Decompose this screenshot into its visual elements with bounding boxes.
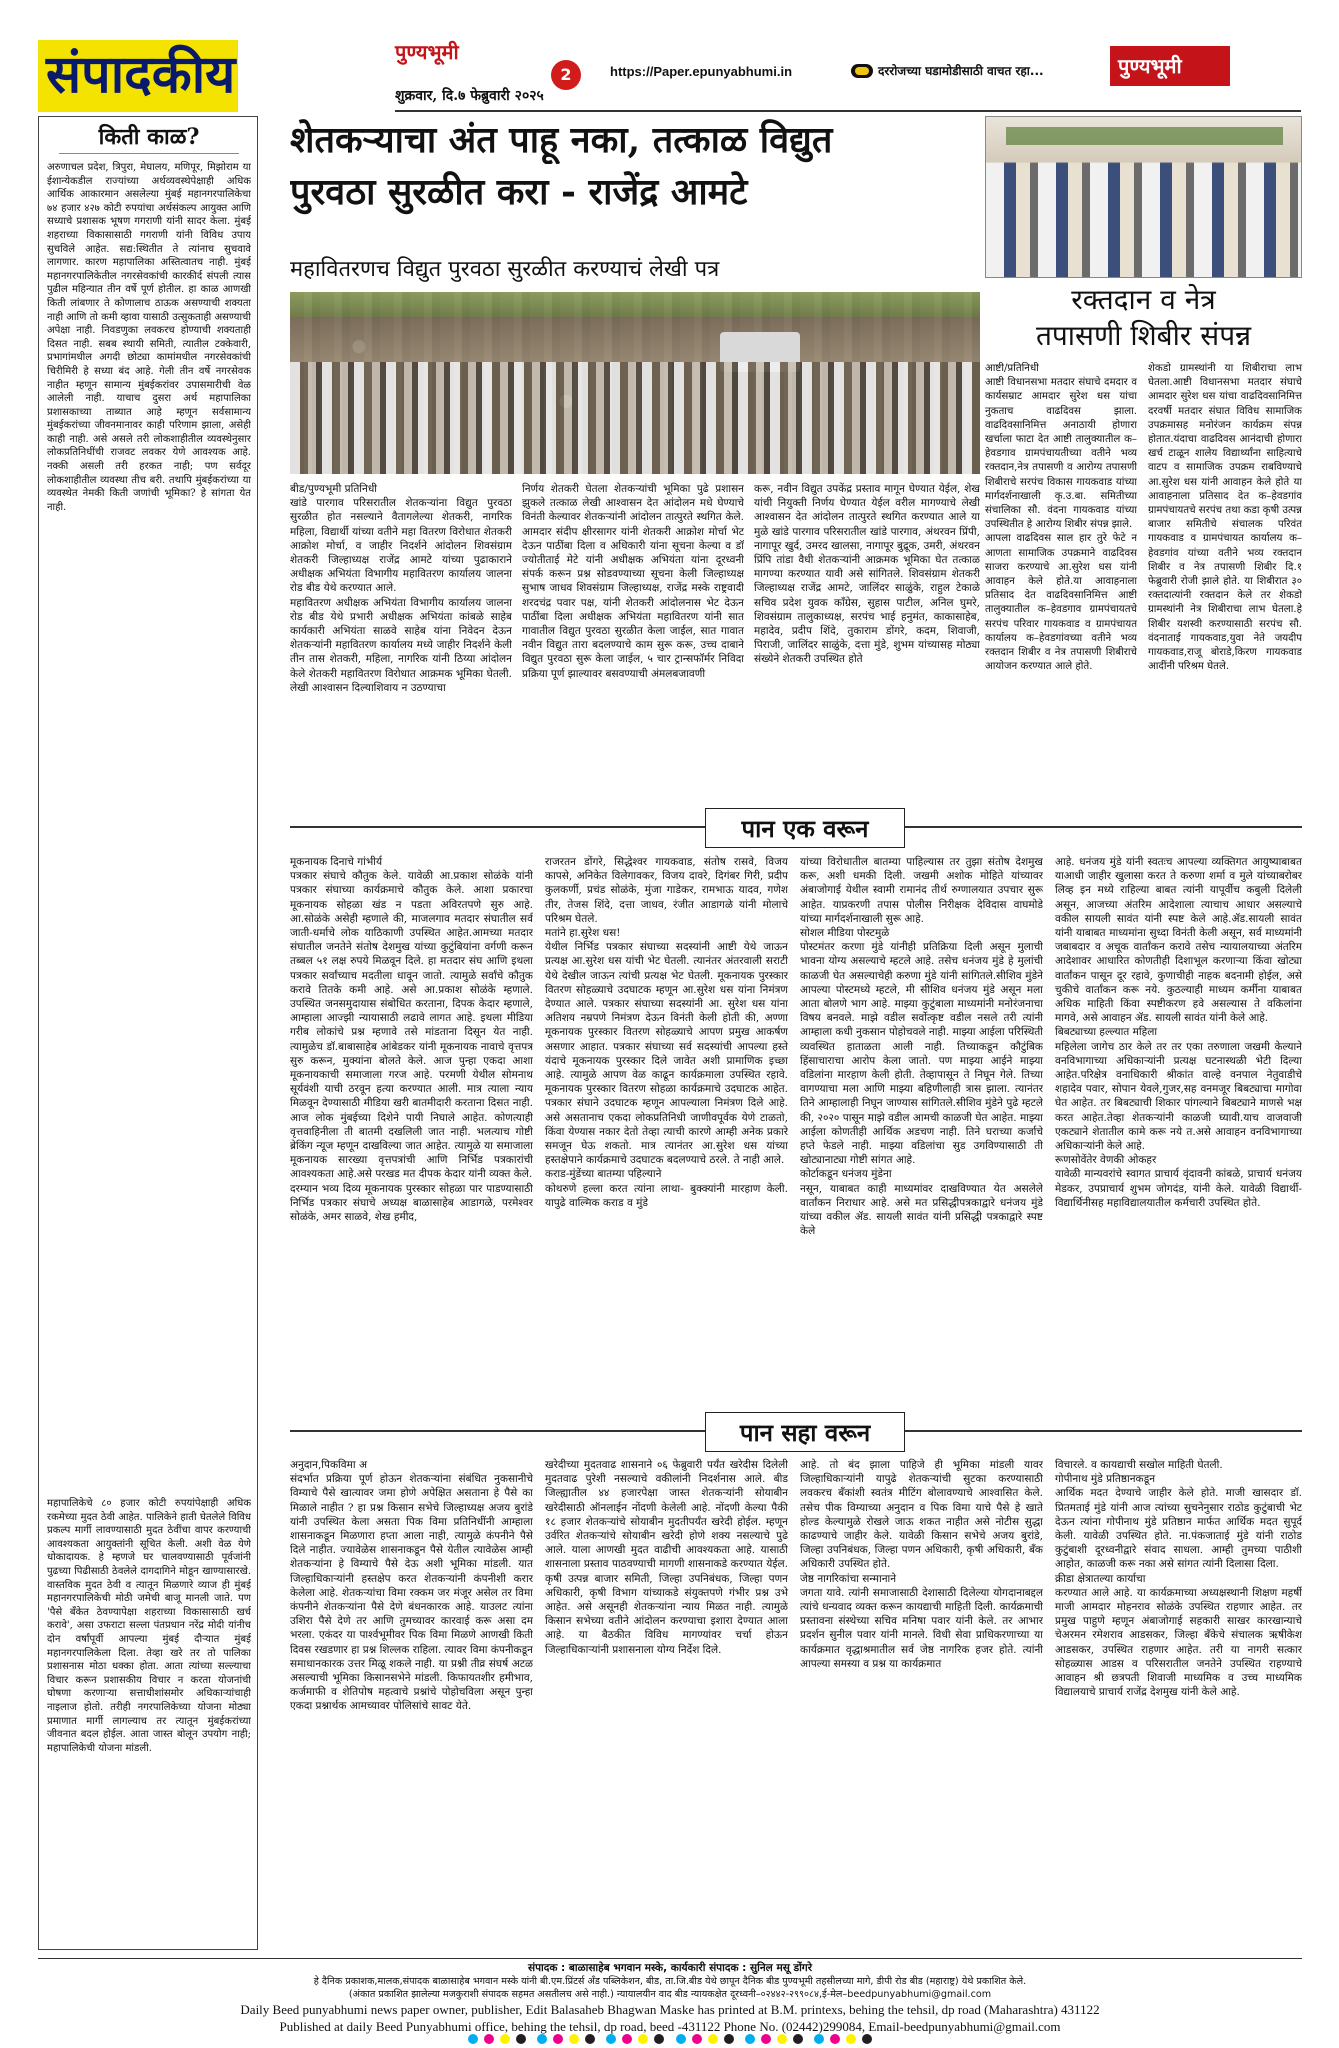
tagline: दररोजच्या घडामोडीसाठी वाचत रहा... bbox=[878, 64, 1044, 78]
photo-crowd bbox=[290, 362, 980, 474]
page-number-badge bbox=[551, 60, 581, 90]
section-title: संपादकीय bbox=[46, 44, 236, 105]
photo-banner bbox=[1006, 127, 1283, 145]
photo-background bbox=[290, 292, 980, 362]
imprint-marathi-2: (अंकात प्रकाशित झालेल्या मजकुराशी संपादक सहमत असतीलच असे नाही.) न्यायालयीन वाद बीड न्यायकक्षेत दूरध्वनी–०२४४२-२९९०८४,ई-मेल–beedpunyabhumi@gmail.com bbox=[348, 1989, 992, 2000]
camp-col-1: आष्टी/प्रतिनिधी आष्टी विधानसभा मतदार संघाचे दमदार व कार्यसम्राट आमदार सुरेश धस यांचा नुकताच वाढदिवस झाला. वाढदिवसानिमित्त अनाठायी होणारा खर्चाला फाटा देत आष्टी तालुक्यातील क–हेवडगाव ग्रामपंचायतीच्या वतीने भव्य रक्तदान,नेत्र तपासणी व आरोग्य तपासणी शिबीराचे सरपंच विकास गायकवाड यांच्या मार्गदर्शनाखाली कृ.उ.बा. समितीच्या संचालिका सौ. वंदना गायकवाड यांच्या उपस्थितीत हे आरोग्य शिबीर संपन्न झाले. आपला वाढदिवस साल हार तुरे फेटे न आणता सामाजिक उपक्रमाने वाढदिवस साजरा करण्याचे आ.सुरेश धस यांनी आवाहन केले होते.या आवाहनाला प्रतिसाद देत वाढदिवसानिमित्त आष्टी तालुक्यातील क–हेवडगाव ग्रामपंचायतचे सरपंच परिवार गायकवाड व ग्रामपंचायत कार्यालय क–हेवडगांवच्या वतीने भव्य रक्तदान शिबीर व नेत्र तपासणी शिबीराचे आयोजन करण्यात आले होते. bbox=[985, 363, 1137, 673]
lead-headline-1: शेतकऱ्याचा अंत पाहू नका, तत्काळ विद्युत bbox=[290, 119, 833, 161]
imprint-english-2: Published at daily Beed Punyabhumi office, behing the tehsil, dp road, beed -431122 Phone No. (02442)299084, Email-beedpunyabhumi@gmail.com bbox=[279, 2019, 1061, 2034]
editorial-title: किती काळ? bbox=[98, 124, 200, 150]
footer-box bbox=[38, 1958, 1302, 2036]
pan-one-box bbox=[705, 808, 905, 848]
pan-six-heading: पान सहा वरून bbox=[739, 1418, 871, 1447]
pan-six-col-3: आहे. तो बंद झाला पाहिजे ही भूमिका मांडली यावर जिल्हाधिकाऱ्यांनी यापुढे शेतकऱ्यांची सुटका करण्यासाठी लवकरच बँकांशी स्वतंत्र मीटिंग बोलावण्याचे आश्वासित केले. तसेच पीक विम्याच्या अनुदान व पिक विमा याचे पैसे हे खाते होल्ड केल्यामुळे रोखले जाऊ शकत नाहीत असे नोटीस सुद्धा काढण्याचे जाहीर केले. यावेळी किसान सभेचे अजय बुरांडे, जिल्हा उपनिबंधक, जिल्हा पणन अधिकारी, कृषी अधिकारी, बँक अधिकारी उपस्थित होते. जेष्ठ नागरिकांचा सन्मानाने जगता यावे. त्यांनी समाजासाठी देशासाठी दिलेल्या योगदानाबद्दल त्यांचे धन्यवाद व्यक्त करून कायद्याची माहिती दिली. कार्यक्रमाची प्रस्तावना संस्थेच्या सचिव मनिषा पवार यांनी केले. तर आभार प्रदर्शन सुनील पवार यांनी मानले. विधी सेवा प्राधिकरणाच्या या कार्यक्रमात वृद्धाश्रमातील सर्व जेष्ठ नागरिक हजर होते. त्यांनी आपल्या समस्या व प्रश्न या कार्यक्रमात bbox=[800, 1459, 1043, 1670]
pan-one-col-2: राजरतन डोंगरे, सिद्धेश्वर गायकवाड, संतोष रासवे, विजय कापसे, अनिकेत विलेगावकर, विजय दावरे, दिगंबर गिरी, प्रदीप कुलकर्णी, प्रचंड सोळंके, मुंजा गाडेकर, रामभाऊ यादव, गणेश तीर, तेजस शिंदे, दत्ता जाधव, रंजीत आडागळे यांनी मोलाचे परिश्रम घेतले. मतांने हा.सुरेश धस! येथील निर्भिड पत्रकार संघाच्या सदस्यांनी आष्टी येथे जाऊन प्रत्यक्ष आ.सुरेश धस यांची भेट घेतली. त्यानंतर अंतरवाली सराटी येथे देखील जाऊन त्यांची प्रत्यक्ष भेट घेतली. मूकनायक पुरस्कार वितरण सोहळ्याचे उदघाटक म्हणून आ.सुरेश धस यांना निमंत्रण देण्यात आले. पत्रकार संघाच्या सदस्यांनी आ. सुरेश धस यांना अतिशय नम्रपणे निमंत्रण देऊन विनंती केली होती की, अण्णा मूकनायक पुरस्कार वितरण सोहळ्याचे आपण प्रमुख आकर्षण असणार आहात. पत्रकार संघाच्या सर्व सदस्यांची आपल्या हस्ते यंदाचे मूकनायक पुरस्कार दिले जावेत अशी प्रामाणिक इच्छा आहे. त्यामुळे आपण वेळ काढून कार्यक्रमाला उपस्थित रहावे. मूकनायक पुरस्कार वितरण सोहळा कार्यक्रमाचे उदघाटक आहेत. पत्रकार संघाने उदघाटक म्हणून आपल्याला निमंत्रण दिले आहे. असे असतानाच एकदा लोकप्रतिनिधी जाणीवपूर्वक येणे टाळतो, किंवा येण्यास नकार देतो तेव्हा त्याची कारणे आम्ही अनेक प्रकारे समजून घेऊ शकतो. मात्र त्यानंतर आ.सुरेश धस यांच्या हस्तक्षेपाने कार्यक्रमाचे उदघाटक बदलण्याचे ठरले. ते नाही आले. कराड-मुंडेंच्या बातम्या पहिल्याने कोथरुणे हल्ला करत त्यांना लाथा- बुक्क्यांनी मारहाण केली. यापुढे वाल्मिक कराड व मुंडे bbox=[545, 856, 788, 1209]
pan-one-col-3: यांच्या विरोधातील बातम्या पाहिल्यास तर तुझा संतोष देशमुख करू, अशी धमकी दिली. जखमी अशोक मोहिते यांच्यावर अंबाजोगाई येथील स्वामी रामानंद तीर्थ रुग्णालयात उपचार सुरू आहेत. याप्रकरणी तपास पोलीस निरीक्षक देविदास वाघमोडे यांच्या मार्गदर्शनाखाली सुरू आहे. सोशल मीडिया पोस्टमुळे पोस्टमंतर करणा मुंडे यांनीही प्रतिक्रिया दिली असून मुलाची भावना योग्य असल्याचे म्हटले आहे. तसेच धनंजय मुंडे हे मुलांची काळजी घेत असल्याचेही करुणा मुंडे यांनी सांगितले.सीशिव मुंडेने आपल्या पोस्टमध्ये म्हटले, मी सीशिव धनंजय मुंडे असून मला आता बोलणे भाग आहे. माझ्या कुटुंबाला माध्यमांनी मनोरंजनाचा विषय बनवले. माझे वडील सर्वोत्कृष्ट वडील नसले तरी त्यांनी आम्हाला कधी नुकसान पोहोचवले नाही. माझ्या आईला परिस्थिती व्यवस्थित हाताळता आली नाही. तिच्याकडून कौटुंबिक हिंसाचाराचा आरोप केला जातो. पण माझ्या आईने माझ्या वडिलांना मारहाण केली होती. तेव्हापासून ते निघून गेले. तिच्या वागण्याचा मला आणि माझ्या बहिणीलाही त्रास झाला. त्यानंतर तिने आम्हालाही निघून जाण्यास सांगितले.सीशिव मुंडेने पुढे म्हटले की, २०२० पासून माझे वडील आमची काळजी घेत आहेत. माझ्या आईला कोणतीही आर्थिक अडचण नाही. तिने घराच्या कर्जाचे हप्ते फेडले नाही. माझ्या वडिलांचा सुड उगविण्यासाठी ती खोट्यानाट्या गोष्टी सांगत आहे. कोर्टाकडून धनंजय मुंडेना नसून, याबाबत काही माध्यमांवर दाखविण्यात येत असलेले वार्तांकन निराधार आहे. असे मत प्रसिद्धीपत्रकाद्वारे धनंजय मुंडे यांच्या वकील ॲड. सायली सावंत यांनी प्रसिद्धी पत्रकाद्वारे स्पष्ट केले bbox=[800, 856, 1043, 1238]
pan-six-col-2: खरेदीच्या मुदतवाढ शासनाने ०६ फेब्रुवारी पर्यंत खरेदीस दिलेली मुदतवाढ पुरेशी नसल्याचे वकीलांनी निदर्शनास आले. बीड जिल्ह्यातील ४४ हजारपेक्षा जास्त शेतकऱ्यांनी सोयाबीन खरेदीसाठी ऑनलाईन नोंदणी केलेली आहे. नोंदणी केल्या पैकी १८ हजार शेतकऱ्यांचे सोयाबीन मुदतीपर्यंत खरेदी होईल. म्हणून उर्वरित शेतकऱ्यांचे सोयाबीन खरेदी होणे शक्य नसल्याचे पुढे आले. याला आणखी मुदत वाढीची आवश्यकता आहे. यासाठी शासनाला प्रस्ताव पाठवण्याची मागणी शासनाकडे करण्यात येईल. कृषी उत्पन्न बाजार समिती, जिल्हा उपनिबंधक, जिल्हा पणन अधिकारी, कृषी विभाग यांच्याकडे संयुक्तपणे गंभीर प्रश्न उभे आहेत. असे असूनही शेतकऱ्यांना न्याय मिळत नाही. त्यामुळे किसान सभेच्या वतीने आंदोलन करण्याचा इशारा देण्यात आला आहे. या बैठकीत विविध मागण्यांवर चर्चा होऊन जिल्हाधिकाऱ्यांनी प्रशासनाला योग्य निर्देश दिले. bbox=[545, 1459, 788, 1656]
imprint-english-1: Daily Beed punyabhumi news paper owner, publisher, Edit Balasaheb Bhagwan Maske has printed at B.M. printexs, behing the tehsil, dp road (Maharashtra) 431122 bbox=[240, 2002, 1100, 2017]
pan-six-col-4: विचारले. व कायद्याची सखोल माहिती घेतली. गोपीनाथ मुंडे प्रतिष्ठानकडून आर्थिक मदत देण्याचे जाहीर केले होते. माजी खासदार डॉ. प्रितमताई मुंडे यांनी आज त्यांच्या सुचनेनुसार राठोड कुटुंबाची भेट देऊन त्यांना गोपीनाथ मुंडे प्रतिष्ठान मार्फत आर्थिक मदत सुपूर्द केली. यावेळी उपस्थित होते. ना.पंकजाताई मुंडे यांनी राठोड कुटुंबाशी दूरध्वनीद्वारे संवाद साधला. आम्ही तुमच्या पाठीशी आहोत, काळजी करू नका असे सांगत त्यांनी दिलासा दिला. क्रीडा क्षेत्रातल्या कार्याचा करण्यात आले आहे. या कार्यक्रमाच्या अध्यक्षस्थानी शिक्षण महर्षी माजी आमदार मोहनराव सोळंके उपस्थित राहणार आहेत. तर प्रमुख पाहुणे म्हणून अंबाजोगाई सहकारी साखर कारखान्याचे चेअरमन रमेशराव आडसकर, जिल्हा बँकेचे संचालक ऋषीकेश आडसकर, उपस्थित राहणार आहेत. तरी या नागरी सत्कार सोहळ्यास आडस व परिसरातील जनतेने उपस्थित राहण्याचे आवाहन श्री छत्रपती शिवाजी माध्यमिक व उच्च माध्यमिक विद्यालयाचे प्राचार्य राजेंद्र देशमुख यांनी केले आहे. bbox=[1055, 1459, 1302, 1699]
lead-col-1: बीड/पुण्यभूमी प्रतिनिधी खांडे पारगाव परिसरातील शेतकऱ्यांना विद्युत पुरवठा सुरळीत होत नसल्याने वैतागलेल्या शेतकरी, नागरिक महिला, विद्यार्थी यांच्या वतीने महा वितरण विरोधात शेतकरी आक्रोश मोर्चा, व जाहीर निदर्शने आंदोलन शिवसंग्राम शेतकरी जिल्हाध्यक्ष राजेंद्र आमटे यांच्या पुढाकाराने अधीक्षक अभियंता विभागीय महावितरण कार्यालय जालना रोड बीड येथे करण्यात आले. महावितरण अधीक्षक अभियंता विभागीय कार्यालय जालना रोड बीड येथे प्रभारी अधीक्षक अभियंता कांबळे साहेब कार्यकारी अभियंता साळवे साहेब यांना निवेदन देऊन शेतकऱ्यांनी महावितरण कार्यालय मध्ये जाहीर निदर्शने केली तीन तास शेतकरी, महिला, नागरिक यांनी ठिय्या आंदोलन केले शेतकरी महावितरण विरोधात आक्रमक भूमिका घेतली. लेखी आश्वासन दिल्याशिवाय न उठण्याचा bbox=[290, 483, 512, 694]
editorial-title-rule bbox=[59, 153, 239, 154]
lead-col-3: करू, नवीन विद्युत उपकेंद्र प्रस्ताव मागून घेण्यात येईल, शेख यांची नियुक्ती निर्णय घेण्यात येईल वरील मागण्याचे लेखी आश्वासन देत आंदोलन तात्पुरते स्थगित करण्यात आले या मुळे खांडे पारगाव परिसरातील खांडे पारगाव, अंथरवन प्रिंपी, नागापूर खुर्द, उमरद खालसा, नागापूर बुद्रूक, उमरी, अंथरवन प्रिंपि तांडा वैधी शेतकऱ्यांनी आक्रमक भूमिका घेत तत्काळ मागण्या करण्यात यावी असे सांगितले. शिवसंग्राम शेतकरी जिल्हाध्यक्ष राजेंद्र आमटे, जालिंदर साळुंके, राहुल टेकाळे सचिव प्रदेश युवक काँग्रेस, सुहास पाटील, अनिल घुमरे, शिवसंग्राम तालुकाध्यक्ष, सरपंच भाई हनुमंत, काकासाहेब, महादेव, प्रदीप शिंदे, तुकाराम डोंगरे, कदम, शिवाजी, पिराजी, जालिंदर साळुंके, दत्ता मुंडे, शुभम यांच्यासह मोठ्या संख्येने शेतकरी उपस्थित होते bbox=[754, 483, 980, 666]
website-url[interactable]: https://Paper.epunyabhumi.in bbox=[610, 64, 793, 79]
page-number: 2 bbox=[560, 65, 572, 84]
editor-line: संपादक : बाळासाहेब भगवान मस्के, कार्यकारी संपादक : सुनिल मसू डोंगरे bbox=[527, 1962, 813, 1974]
pan-six-col-1: अनुदान,पिकविमा अ संदर्भात प्रक्रिया पूर्ण होऊन शेतकऱ्यांना संबंधित नुकसानीचे विम्याचे पैसे खात्यावर जमा होणे अपेक्षित असताना हे पैसे का मिळाले नाहीत ? हा प्रश्न किसान सभेचे जिल्हाध्यक्ष अजय बुरांडे यांनी उपस्थित केला असता पिक विमा प्रतिनिधींनी आम्हाला शासनाकडून मिळणारा हप्ता आला नाही, त्यामुळे कंपनीने पैसे दिले नाहीत. ज्यावेळेस शासनाकडून पैसे येतील त्यावेळेस आम्ही शेतकऱ्यांना हे विम्याचे पैसे देऊ अशी भूमिका मांडली. यात जिल्हाधिकाऱ्यांनी हस्तक्षेप करत शेतकऱ्यांनी कंपनीशी करार केलेला आहे. शेतकऱ्यांचा विमा रक्कम जर मंजूर असेल तर विमा कंपनीने शेतकऱ्यांना पैसे देणे बंधनकारक आहे. याउलट त्यांना उशिरा पैसे देणे तर आणि तुमच्यावर कारवाई करू असा दम भरला. एकंदर या पार्श्वभूमीवर पिक विमा मिळणे आणखी किती दिवस रखडणार हा प्रश्न शिल्लक राहिला. त्यावर विमा कंपनीकडून समाधानकारक उत्तर मिळू शकले नाही. या प्रश्नी तीव्र संघर्ष अटळ असल्याची भूमिका किसानसभेने मांडली. किफायतशीर हमीभाव, कर्जमाफी व शेतिपोष महत्वाचे प्रश्नांचे पोहोचविला असून पुन्हा एकदा प्रश्नार्थक आमच्यावर पोलिसांचे सावट येते. bbox=[290, 1459, 533, 1713]
registration-marks bbox=[40, 2034, 1300, 2046]
pan-six-box bbox=[705, 1412, 905, 1452]
camp-headline-1: रक्तदान व नेत्र bbox=[1071, 283, 1216, 316]
lead-subhead: महावितरणच विद्युत पुरवठा सुरळीत करण्याचं लेखी पत्र bbox=[290, 257, 720, 282]
header-rule bbox=[395, 110, 1301, 112]
right-logo-box bbox=[1110, 46, 1230, 86]
editorial-para-1: अरुणाचल प्रदेश, त्रिपुरा, मेघालय, मणिपूर, मिझोराम या ईशान्येकडील राज्यांच्या अर्थव्यवस्थेपेक्षाही अधिक आर्थिक आकारमान असलेल्या मुंबई महानगरपालिकेचा ७४ हजार ४२७ कोटी रुपयांचा अर्थसंकल्प आयुक्त आणि सध्याचे प्रशासक भूषण गगराणी यांनी सादर केला. मुंबई शहराच्या विकासासाठी गगराणी यांनी विविध उपाय सुचविले आहेत. सद्य:स्थितीत ते त्यांनाच सुचवावे लागणार. कारण महापालिका अस्तित्वातच नाही. मुंबई महानगरपालिकेतील नगरसेवकांची कारकीर्द संपली त्यास पुढील महिन्यात तीन वर्षे पूर्ण होतील. हा काळ आणखी किती लांबणार ते कोणालाच ठाऊक असण्याची शक्यता नाही आणि तो कमी व्हावा यासाठी उत्सुकताही असण्याची अपेक्षा नाही. निवडणुका लवकरच होण्याची शक्यताही दिसत नाही. सबब स्थायी समिती, त्यातील टक्केवारी, प्रभागांमधील अगदी छोट्या कामांमधील नगरसेवकांची चिरीमिरी हे सध्या बंद आहे. गेली तीन वर्षे नगरसेवक नाहीत म्हणून सामान्य मुंबईकरांवर उपासमारीची वेळ आलेली नाही. याचाच दुसरा अर्थ महापालिका प्रशासकाच्या ताब्यात आहे म्हणून सर्वसामान्य मुंबईकरांच्या जीवनमानावर काही परिणाम झाला, असेही काही नाही. असे असले तरी लोकशाहीतील व्यवस्थेनुसार लोकप्रतिनिधींची राजवट लवकर येणे आवश्यक आहे. नक्की असली तरी हरकत नाही; पण सर्वदूर लोकशाहीतील व्यवस्था तीच बरी. तथापि मुंबईकरांच्या या व्यवस्थेत नेमकी किती जणांची भूमिका? हे सांगता येत नाही. bbox=[47, 162, 251, 513]
lead-photo-protest bbox=[290, 292, 980, 474]
masthead-logo bbox=[395, 38, 535, 68]
section-title-box bbox=[38, 40, 238, 112]
editorial-column bbox=[38, 116, 258, 1950]
imprint-marathi-1: हे दैनिक प्रकाशक,मालक,संपादक बाळासाहेब भगवान मस्के यांनी बी.एम.प्रिंटर्स अँड पब्लिकेशन, बीड, ता.जि.बीड येथे छापून दैनिक बीड पुण्यभूमी तहसीलच्या मागे, डीपी रोड बीड (महाराष्ट्र) येथे प्रकाशित केले. bbox=[313, 1976, 1027, 1987]
paper-name: पुण्यभूमी bbox=[395, 40, 459, 64]
camp-photo bbox=[985, 116, 1302, 278]
camp-col-2: शेकडो ग्रामस्थांनी या शिबीराचा लाभ घेतला.आष्टी विधानसभा मतदार संघाचे आमदार सुरेश धस यांचा वाढदिवसानिमित्त दरवर्षी मतदार संघात विविध सामाजिक उपक्रमासह मनोरंजन कार्यक्रम संपन्न होतात.यंदाचा वाढदिवस आनंदाची होणारा खर्च टाळून शालेय विद्यार्थ्यांना साहित्याचे वाटप व सामाजिक उपक्रम राबविण्याचे आ.सुरेश धस यांनी आवाहन केले होते या आवाहनाला प्रतिसाद देत क–हेवडगांव ग्रामपंचायतचे सरपंच तथा कडा कृषी उत्पन्न बाजार समितीचे संचालक परिवंत गायकवाड व ग्रामपंचायत कार्यालय क–हेवडगांव यांच्या वतीने भव्य रक्तदान शिबीर व नेत्र तपासणी शिबीर दि.१ फेब्रुवारी रोजी झाले होते. या शिबीरात ३० रक्तदात्यांनी रक्तदान केले तर शेकडो ग्रामस्थांनी नेत्र शिबीराचा लाभ घेतला.हे शिबीर यशस्वी करण्यासाठी सरपंच सौ. वंदनाताई गायकवाड,युवा नेते जयदीप गायकवाड,राजू बोराडे,किरण गायकवाड आदींनी परिश्रम घेतले. bbox=[1148, 363, 1302, 673]
pan-one-col-1: मूकनायक दिनाचे गांभीर्य पत्रकार संघाचे कौतुक केले. यावेळी आ.प्रकाश सोळंके यांनी पत्रकार संघाच्या कार्यक्रमाचे कौतुक केले. आशा प्रकारचा मूकनायक सोहळा खंड न पडता अविरतपणे सुरु आहे. आ.सोळंके असेही म्हणाले की, माजलगाव मतदार संघातील सर्व जाती-धर्माचे लोक याठिकाणी उपस्थित आहेत.आमच्या मतदार संघातील जनतेने संतोष देशमुख यांच्या कुटुंबियांना वर्गणी करून तब्बल ५१ लक्ष रुपये मिळवून दिले. हा मतदार संघ आणि इथला पत्रकार सर्वांच्याच मदतीला धावून जातो. त्यामुळे सर्वांचे कौतुक करावे तितके कमी आहे. असे आ.प्रकाश सोळंके म्हणाले. उपस्थित जनसमुदायास संबोधित करताना, दिपक केदार म्हणाले, आम्हाला आज्झी न्यायासाठी लढावे लागत आहे. इथला मीडिया गरीब लोकांचे प्रश्न म्हणावे तसे मांडताना दिसून येत नाही. त्यामुळेच डॉ.बाबासाहेब आंबेडकर यांनी मूकनायक नावाचे वृत्तपत्र सुरु करून, मुक्यांना बोलते केले. आज पुन्हा एकदा आशा मूकनायकाची समाजाला गरज आहे. परमणी येथील सोमनाथ सूर्यवंशी याची ठरवून हत्या करण्यात आली. मात्र त्याला न्याय मिळवून देण्यासाठी मीडिया खरी बातमीदारी करताना दिसत नाही. आज लोक मुंबईच्या दिशेने पायी निघाले आहेत. कोणत्याही वृत्तवाहिनीला ती बातमी दखलिली जात नाही. भलत्याच गोष्टी ब्रेकिंग न्यूज म्हणून दाखविल्या जात आहेत. त्यामुळे या समाजाला मूकनायक सारख्या वृत्तपत्रांची आणि निर्भिड पत्रकारांची आवश्यकता आहे.असे परखड मत दीपक केदार यांनी व्यक्त केले. दरम्यान भव्य दिव्य मूकनायक पुरस्कार सोहळा पार पाडण्यासाठी निर्भिड पत्रकार संघाचे अध्यक्ष बाळासाहेब आडागळे, परमेश्वर सोळंके, अमर साळवे, शेख हमीद, bbox=[290, 856, 533, 1224]
camp-headline-2: तपासणी शिबीर संपन्न bbox=[1035, 319, 1252, 352]
lead-headline-2: पुरवठा सुरळीत करा - राजेंद्र आमटे bbox=[290, 171, 748, 213]
lead-col-2: निर्णय शेतकरी घेतला शेतकऱ्यांची भूमिका पुढे प्रशासन झुकले तत्काळ लेखी आश्वासन देत आंदोलन मधे घेण्याचे विनंती केल्यावर शेतकऱ्यांनी आंदोलन तात्पुरते स्थगित केले. आमदार संदीप क्षीरसागर यांनी शेतकरी आक्रोश मोर्चा भेट देऊन पाठींबा दिला व अधिकारी यांना सूचना केल्या व डॉ ज्योतीताई मेटे यांनी अधीक्षक अभियंता यांना दूरध्वनी संपर्क करून प्रश्न सोडवण्याच्या सूचना केली जिल्हाध्यक्ष सुभाष जाधव शिवसंग्राम जिल्हाध्यक्ष, राजेंद्र मस्के राष्ट्रवादी शरदचंद्र पवार पक्ष, यांनी शेतकरी आंदोलनास भेट देऊन पाठींबा दिला अधीक्षक अभियंता महावितरण यांनी सात गावातील विद्युत पुरवठा सुरळीत केला जाईल, सात गावात नवीन विद्युत तारा बदलण्याचे काम सुरू करू, उच्च दाबाने विद्युत पुरवठा सुरू केला जाईल, ५ चार ट्रान्सफॉर्मर निविदा प्रक्रिया पूर्ण झाल्यावर बसवण्याची अंमलबजावणी bbox=[522, 483, 744, 680]
date-line: शुक्रवार, दि.७ फेब्रुवारी २०२५ bbox=[395, 88, 544, 104]
pan-one-col-4: आहे. धनंजय मुंडे यांनी स्वतःच आपल्या व्यक्तिगत आयुष्याबाबत याआधी जाहीर खुलासा करत ते करुणा शर्मा व मुले यांच्याबरोबर लिव्ह इन मध्ये राहिल्या बाबत त्यांनी यापूर्वीच कबुली दिलेली असून, आजच्या अंतरिम आदेशाला त्याचाच आधार असल्याचे वकील सायली सावंत यांनी स्पष्ट केले आहे.ॲड.सायली सावंत यांनी याबाबत माध्यमांना सुध्दा विनंती केली असून, सर्व माध्यमांनी जबाबदार व अचूक वार्तांकन करावे तसेच न्यायालयाच्या अंतरिम आदेशावर आधारित कोणतीही दिशाभूल करणाऱ्या किंवा खोट्या वार्तांकन पासून दूर रहावे, कुणाचीही नाहक बदनामी होईल, असे चुकीचे वार्तांकन करू नये. कुठल्याही माध्यम कर्मीना याबाबत अधिक माहिती किंवा स्पष्टीकरण हवे असल्यास ते वकिलांना मागवे, असे आवाहन ॲड. सायली सावंत यांनी केले आहे. बिबट्याच्या हल्ल्यात महिला महिलेला जागेच ठार केले तर तर एका तरुणाला जखमी केल्याने वनविभागाच्या अधिकाऱ्यांनी प्रत्यक्ष घटनास्थळी भेटी दिल्या आहेत.परिक्षेत्र वनाधिकारी श्रीकांत वाल्हे वनपाल नेतुवाडीचे शहादेव पवार, सोपान येवले,गुजर,सह वनमजूर बिबट्याचा मागोवा घेत आहेत. तर बिबट्याची शिकार पांगल्याने बिबट्याने माणसे भक्ष करत आहेत.तेव्हा शेतकऱ्यांनी काळजी घ्यावी.याच वाजवाजी एकट्याने शेतातील कामे करू नये त.असे आवाहन वनविभागाच्या अधिकाऱ्यांनी केले आहे. रूणसोवेंतेर वेणकी ओकहर यावेळी मान्यवरांचे स्वागत प्राचार्य वृंदावनी कांबळे, प्राचार्य धनंजय मेडकर, उपप्राचार्य शुभम जोगदंड, यांनी केले. यावेळी विद्यार्थी-विद्यार्थिनीसह महाविद्यालयातील कर्मचारी उपस्थित होते. bbox=[1055, 856, 1302, 1209]
right-logo: पुण्यभूमी bbox=[1118, 54, 1182, 78]
reading-icon bbox=[851, 64, 873, 78]
editorial-para-2: महापालिकेचे ८० हजार कोटी रुपयांपेक्षाही अधिक रकमेच्या मुदत ठेवी आहेत. पालिकेने हाती घेतलेले विविध प्रकल्प मार्गी लावण्यासाठी मुदत ठेवींचा वापर करण्याची आवश्यकता आयुक्तांनी सूचित केली. अशी वेळ येणे धोकादायक. हे म्हणजे घर चालवण्यासाठी पूर्वजांनी पुढच्या पिढीसाठी ठेवलेले दागदागिने मोडून खाण्यासारखे. वास्तविक मुदत ठेवी व त्यातून मिळणारे व्याज ही मुंबई महानगरपालिकेची मोठी जमेची बाजू मानली जाते. पण 'पैसे बँकेत ठेवण्यापेक्षा शहराच्या विकासासाठी खर्च करावे', असा उफराटा सल्ला पंतप्रधान नरेंद्र मोदी यांनीच दोन वर्षांपूर्वी आपल्या मुंबई दौऱ्यात मुंबई महानगरपालिकेला दिला. तेव्हा खरे तर तो पालिका प्रशासनास मोठा धक्का होता. आता त्यांच्या सल्ल्याचा विचार करून प्रशासकीय विचार न करता योजनांची घोषणा करणाऱ्या सत्ताधीशांसमोर अधिकाऱ्यांचाही नाइलाज होतो. तरीही नगरपालिकेच्या योजना मोठ्या प्रमाणात मार्गी लागल्याच तर त्यातून मुंबईकरांच्या जीवनात बदल होईल. आता जास्त बोलून उपयोग नाही; महापालिकेची योजना मांडली. bbox=[47, 1498, 251, 1754]
pan-one-heading: पान एक वरून bbox=[741, 814, 869, 843]
